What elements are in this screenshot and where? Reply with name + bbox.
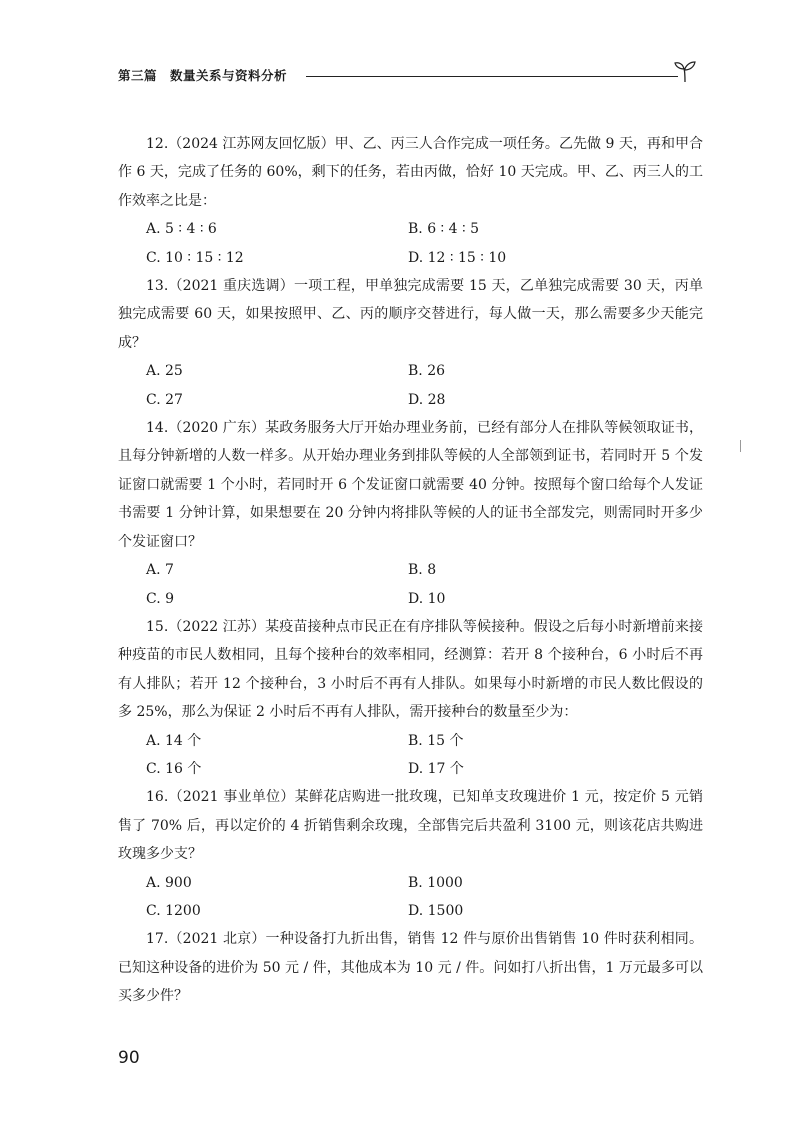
sprout-icon: [672, 58, 698, 84]
option-a: A. 14 个: [146, 732, 202, 749]
option-a: A. 5 ∶ 4 ∶ 6: [146, 221, 217, 238]
option-c: C. 1200: [146, 902, 201, 919]
question-text: 12.（2024 江苏网友回忆版）甲、乙、丙三人合作完成一项任务。乙先做 9 天，再和甲合作 6 天，完成了任务的 60%，剩下的任务，若由丙做，恰好 10 天完成。甲、乙、丙三人的工作效率之比是：: [118, 136, 703, 209]
option-d: D. 17 个: [408, 760, 464, 777]
options: [146, 556, 703, 613]
option-a: A. 7: [146, 562, 174, 579]
question-text: 17.（2021 北京）一种设备打九折出售，销售 12 件与原价出售销售 10 件时获利相同。已知这种设备的进价为 50 元 / 件，其他成本为 10 元 / 件。问如打八折出售，1 万元最多可以买多少件？: [118, 931, 703, 1005]
option-c: C. 16 个: [146, 760, 202, 777]
margin-mark: [740, 440, 741, 452]
option-b: B. 6 ∶ 4 ∶ 5: [408, 221, 479, 238]
page-number: 90: [118, 1048, 140, 1068]
options: [146, 727, 703, 784]
option-b: B. 26: [408, 363, 446, 380]
options: [146, 357, 703, 414]
question-text: 13.（2021 重庆选调）一项工程，甲单独完成需要 15 天，乙单独完成需要 30 天，丙单独完成需要 60 天，如果按照甲、乙、丙的顺序交替进行，每人做一天，那么需要多少天能完成？: [118, 278, 703, 351]
question-text: 16.（2021 事业单位）某鲜花店购进一批玫瑰，已知单支玫瑰进价 1 元，按定价 5 元销售了 70% 后，再以定价的 4 折销售剩余玫瑰，全部售完后共盈利 3100 元，则该花店共购进玫瑰多少支？: [118, 789, 703, 863]
option-d: D. 28: [408, 391, 446, 408]
header-rule: [306, 76, 678, 77]
option-b: B. 15 个: [408, 732, 464, 749]
question-14: [118, 414, 703, 613]
option-c: C. 9: [146, 590, 175, 607]
question-list: [118, 130, 703, 1011]
question-text: 14.（2020 广东）某政务服务大厅开始办理业务前，已经有部分人在排队等候领取证书，且每分钟新增的人数一样多。从开始办理业务到排队等候的人全部领到证书，若同时开 5 个发证窗口就需要 1 个小时，若同时开 6 个发证窗口就需要 40 分钟。按照每个窗口给每个人发证书需要 1 分钟计算，如果想要在 20 分钟内将排队等候的人的证书全部发完，则需同时开多少个发证窗口？: [118, 420, 703, 550]
option-a: A. 900: [146, 874, 192, 891]
option-b: B. 8: [408, 562, 437, 579]
option-b: B. 1000: [408, 874, 463, 891]
option-d: D. 10: [408, 590, 446, 607]
options: [146, 869, 703, 926]
page-header: [118, 58, 698, 88]
question-13: [118, 272, 703, 414]
question-17: [118, 925, 703, 1010]
option-d: D. 12 ∶ 15 ∶ 10: [408, 249, 507, 266]
question-15: [118, 613, 703, 783]
options: [146, 215, 703, 272]
question-16: [118, 783, 703, 925]
question-text: 15.（2022 江苏）某疫苗接种点市民正在有序排队等候接种。假设之后每小时新增前来接种疫苗的市民人数相同，且每个接种台的效率相同，经测算：若开 8 个接种台，6 小时后不再有人排队；若开 12 个接种台，3 小时后不再有人排队。如果每小时新增的市民人数比假设的多 25%，那么为保证 2 小时后不再有人排队，需开接种台的数量至少为：: [118, 618, 703, 721]
option-d: D. 1500: [408, 902, 464, 919]
question-12: [118, 130, 703, 272]
option-c: C. 27: [146, 391, 183, 408]
header-title: 第三篇 数量关系与资料分析: [118, 68, 288, 83]
option-c: C. 10 ∶ 15 ∶ 12: [146, 249, 244, 266]
option-a: A. 25: [146, 363, 183, 380]
